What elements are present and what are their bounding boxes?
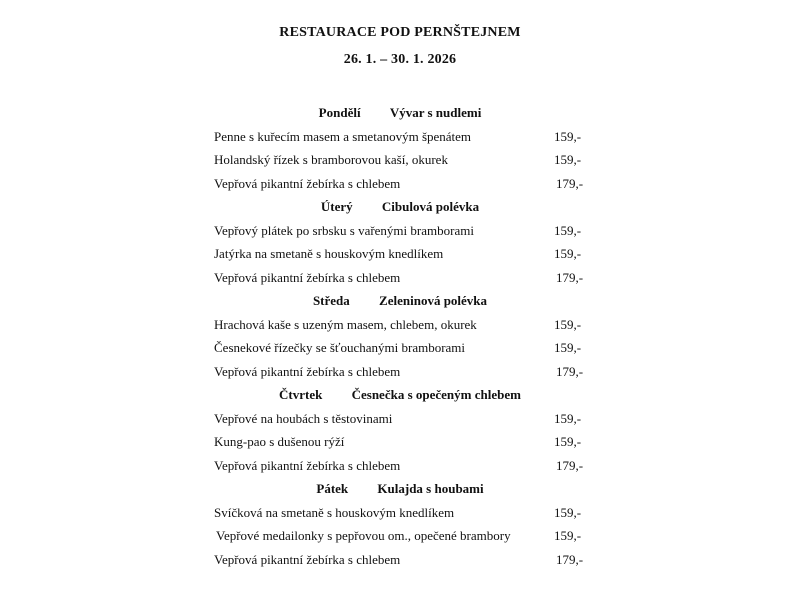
day-header-thursday — [0, 385, 800, 409]
dish-row — [0, 315, 800, 339]
dish-name: Vepřové medailonky s pepřovou om., opečené brambory — [216, 528, 511, 543]
day-name: Pondělí — [318, 105, 361, 120]
dish-name: Vepřová pikantní žebírka s chlebem — [214, 175, 401, 191]
dish-row — [0, 338, 800, 362]
day-name: Úterý — [320, 199, 353, 214]
dish-row — [0, 127, 800, 151]
dish-name: Česnekové řízečky se šťouchanými bramborami — [214, 340, 466, 355]
restaurant-name: RESTAURACE POD PERNŠTEJNEM — [279, 25, 521, 40]
dish-price: 159,- — [554, 434, 582, 449]
dish-price: 179,- — [556, 269, 584, 285]
dish-name: Kung-pao s dušenou rýží — [214, 434, 345, 449]
dish-price: 159,- — [554, 152, 582, 167]
dish-price: 179,- — [556, 175, 584, 191]
day-name: Čtvrtek — [279, 387, 323, 402]
dish-name: Vepřová pikantní žebírka s chlebem — [214, 551, 401, 567]
dish-price: 179,- — [556, 551, 584, 567]
dish-row — [0, 526, 800, 550]
dish-name: Penne s kuřecím masem a smetanovým špenátem — [214, 128, 472, 144]
dish-row — [0, 456, 800, 480]
dish-price: 159,- — [554, 504, 582, 520]
soup-of-day: Cibulová polévka — [381, 199, 480, 214]
dish-price: 159,- — [554, 128, 582, 144]
soup-of-day: Kulajda s houbami — [377, 481, 484, 496]
dish-name: Vepřová pikantní žebírka s chlebem — [214, 363, 401, 379]
dish-name: Vepřová pikantní žebírka s chlebem — [214, 457, 401, 473]
soup-of-day: Vývar s nudlemi — [389, 105, 482, 120]
dish-name: Svíčková na smetaně s houskovým knedlíkem — [214, 504, 455, 520]
dish-name: Vepřová pikantní žebírka s chlebem — [214, 269, 401, 285]
day-header-wednesday — [0, 291, 800, 315]
dish-row — [0, 150, 800, 174]
dish-name: Holandský řízek s bramborovou kaší, okurek — [214, 152, 448, 167]
dish-price: 159,- — [554, 316, 582, 332]
dish-name: Vepřový plátek po srbsku s vařenými bramborami — [214, 222, 474, 238]
dish-row — [0, 244, 800, 268]
dish-price: 159,- — [554, 528, 582, 543]
dish-name: Jatýrka na smetaně s houskovým knedlíkem — [214, 246, 444, 261]
soup-of-day: Zeleninová polévka — [379, 293, 488, 308]
day-header-friday — [0, 479, 800, 503]
dish-price: 159,- — [554, 410, 582, 426]
day-header-tuesday — [0, 197, 800, 221]
day-header-monday — [0, 103, 800, 127]
dish-row — [0, 362, 800, 386]
dish-row — [0, 268, 800, 292]
dish-row — [0, 432, 800, 456]
dish-price: 159,- — [554, 222, 582, 238]
dish-row — [0, 409, 800, 433]
dish-row — [0, 550, 800, 574]
weekly-menu — [0, 103, 800, 573]
dish-price: 179,- — [556, 457, 584, 473]
dish-row — [0, 221, 800, 245]
day-name: Středa — [312, 293, 350, 308]
dish-price: 159,- — [554, 340, 582, 355]
dish-price: 159,- — [554, 246, 582, 261]
menu-date-range: 26. 1. – 30. 1. 2026 — [343, 52, 457, 67]
dish-row — [0, 503, 800, 527]
dish-name: Vepřové na houbách s těstovinami — [214, 410, 393, 426]
dish-name: Hrachová kaše s uzeným masem, chlebem, okurek — [214, 316, 477, 332]
soup-of-day: Česnečka s opečeným chlebem — [351, 387, 521, 402]
dish-row — [0, 174, 800, 198]
dish-price: 179,- — [556, 363, 584, 379]
day-name: Pátek — [316, 481, 349, 496]
